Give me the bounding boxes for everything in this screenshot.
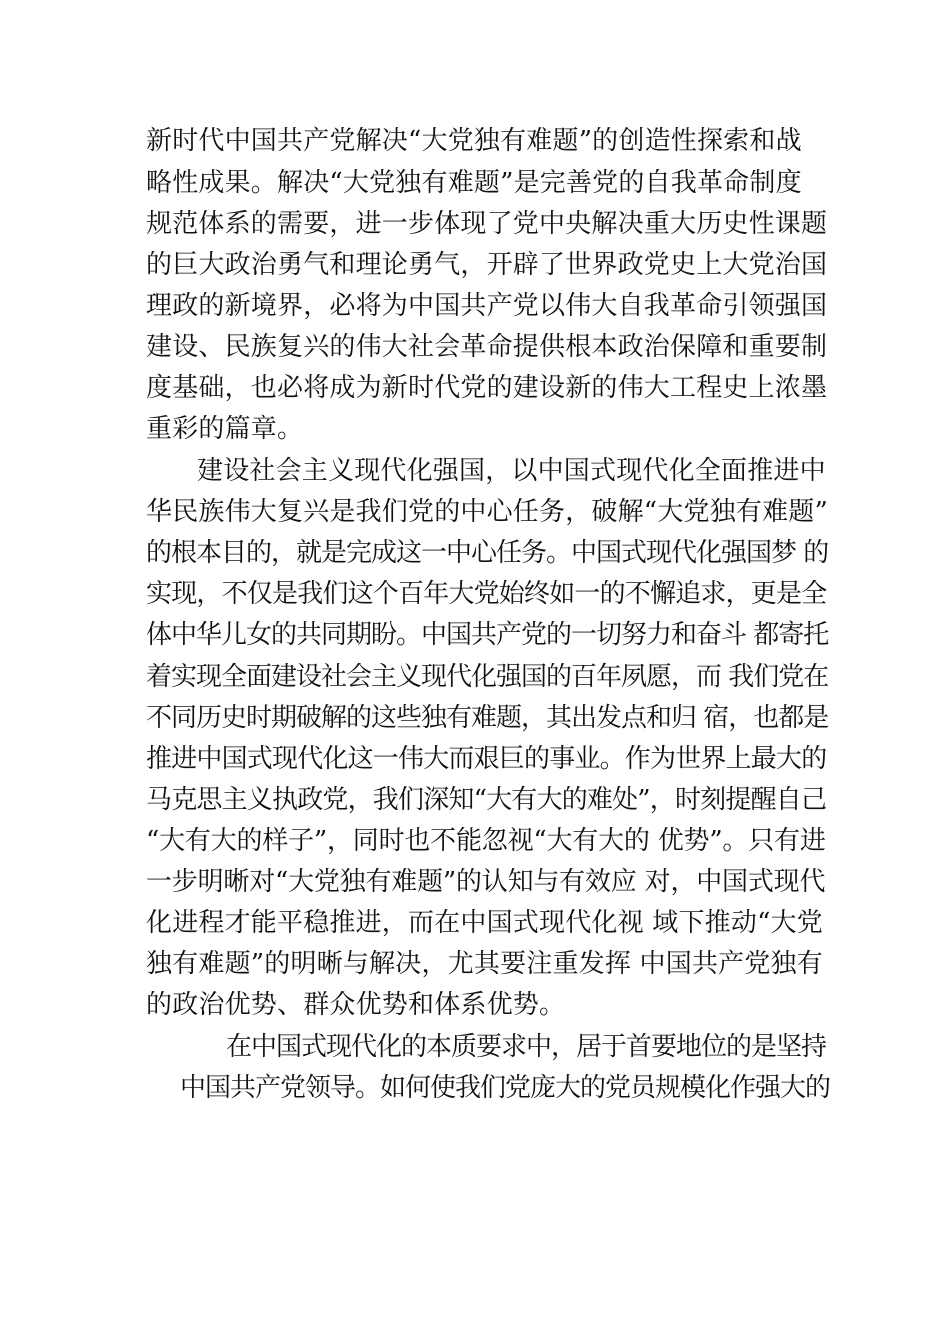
paragraph-2-line-12: 化进程才能平稳推进，而在中国式现代化视 域下推动“大党 [146,908,823,938]
paragraph-1-line-8: 重彩的篇章。 [146,414,304,444]
paragraph-1-line-4: 的巨大政治勇气和理论勇气，开辟了世界政党史上大党治国 [146,250,828,280]
paragraph-1-line-2: 略性成果。解决“大党独有难题”是完善党的自我革命制度 [146,168,802,198]
paragraph-1-line-3: 规范体系的需要，进一步体现了党中央解决重大历史性课题 [146,209,828,239]
paragraph-2-line-7: 不同历史时期破解的这些独有难题，其出发点和归 宿，也都是 [146,703,829,733]
paragraph-2-line-1: 建设社会主义现代化强国，以中国式现代化全面推进中 [197,456,826,486]
paragraph-2-line-8: 推进中国式现代化这一伟大而艰巨的事业。作为世界上最大的 [146,744,827,774]
paragraph-3-line-1: 在中国式现代化的本质要求中，居于首要地位的是坚持 [226,1032,827,1062]
paragraph-2-line-4: 实现，不仅是我们这个百年大党始终如一的不懈追求，更是全 [146,579,827,609]
paragraph-2-line-14: 的政治优势、群众优势和体系优势。 [146,990,566,1020]
paragraph-2-line-13: 独有难题”的明晰与解决，尤其要注重发挥 中国共产党独有 [146,949,823,979]
paragraph-2-line-11: 一步明晰对“大党独有难题”的认知与有效应 对，中国式现代 [146,867,826,897]
paragraph-1-line-1: 新时代中国共产党解决“大党独有难题”的创造性探索和战 [146,126,802,156]
paragraph-2-line-6: 着实现全面建设社会主义现代化强国的百年夙愿，而 我们党在 [146,662,829,692]
paragraph-1-line-5: 理政的新境界，必将为中国共产党以伟大自我革命引领强国 [146,291,828,321]
paragraph-1-line-6: 建设、民族复兴的伟大社会革命提供根本政治保障和重要制 [146,332,828,362]
paragraph-2-line-5: 体中华儿女的共同期盼。中国共产党的一切努力和奋斗 都寄托 [146,620,829,650]
paragraph-2-line-2: 华民族伟大复兴是我们党的中心任务，破解“大党独有难题” [146,497,828,527]
paragraph-2-line-9: 马克思主义执政党，我们深知“大有大的难处”，时刻提醒自己 [146,785,827,815]
paragraph-1-line-7: 度基础，也必将成为新时代党的建设新的伟大工程史上浓墨 [146,373,828,403]
paragraph-3-line-2: 中国共产党领导。如何使我们党庞大的党员规模化作强大的 [180,1073,831,1103]
paragraph-2-line-3: 的根本目的，就是完成这一中心任务。中国式现代化强国梦 的 [146,538,829,568]
paragraph-2-line-10: “大有大的样子”，同时也不能忽视“大有大的 优势”。只有进 [146,826,826,856]
